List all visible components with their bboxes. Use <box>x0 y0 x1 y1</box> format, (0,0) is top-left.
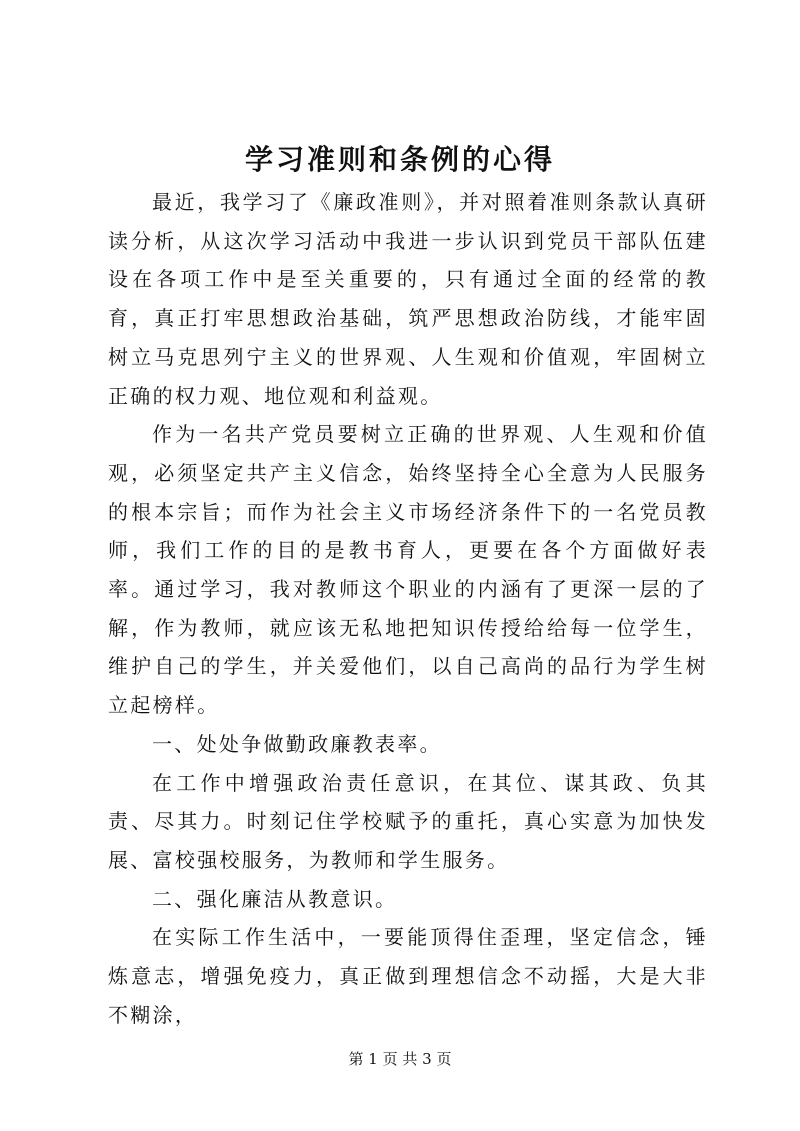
document-title: 学习准则和条例的心得 <box>244 143 555 176</box>
section-heading-1: 一、处处争做勤政廉教表率。 <box>152 731 442 756</box>
page-number-footer: 第 1 页 共 3 页 <box>348 1050 452 1068</box>
paragraph-2: 作为一名共产党员要树立正确的世界观、人生观和价值观，必须坚定共产主义信念，始终坚持全心全意为人民服务的根本宗旨；而作为社会主义市场经济条件下的一名党员教师，我们工作的目的是教书育人，更要在各个方面做好表率。通过学习，我对教师这个职业的内涵有了更深一层的了解，作为教师，就应该无私地把知识传授给给每一位学生，维护自己的学生，并关爱他们，以自己高尚的品行为学生树立起榜样。 <box>108 422 708 718</box>
paragraph-4: 在实际工作生活中，一要能顶得住歪理，坚定信念，锤炼意志，增强免疫力，真正做到理想信念不动摇，大是大非不糊涂， <box>108 925 708 1027</box>
section-heading-2: 二、强化廉洁从教意识。 <box>152 886 398 911</box>
paragraph-3: 在工作中增强政治责任意识，在其位、谋其政、负其责、尽其力。时刻记住学校赋予的重托，真心实意为加快发展、富校强校服务，为教师和学生服务。 <box>108 770 708 872</box>
paragraph-1: 最近，我学习了《廉政准则》，并对照着准则条款认真研读分析，从这次学习活动中我进一步认识到党员干部队伍建设在各项工作中是至关重要的，只有通过全面的经常的教育，真正打牢思想政治基础，筑严思想政治防线，才能牢固树立马克思列宁主义的世界观、人生观和价值观，牢固树立正确的权力观、地位观和利益观。 <box>108 190 708 408</box>
document-body <box>108 183 708 1034</box>
